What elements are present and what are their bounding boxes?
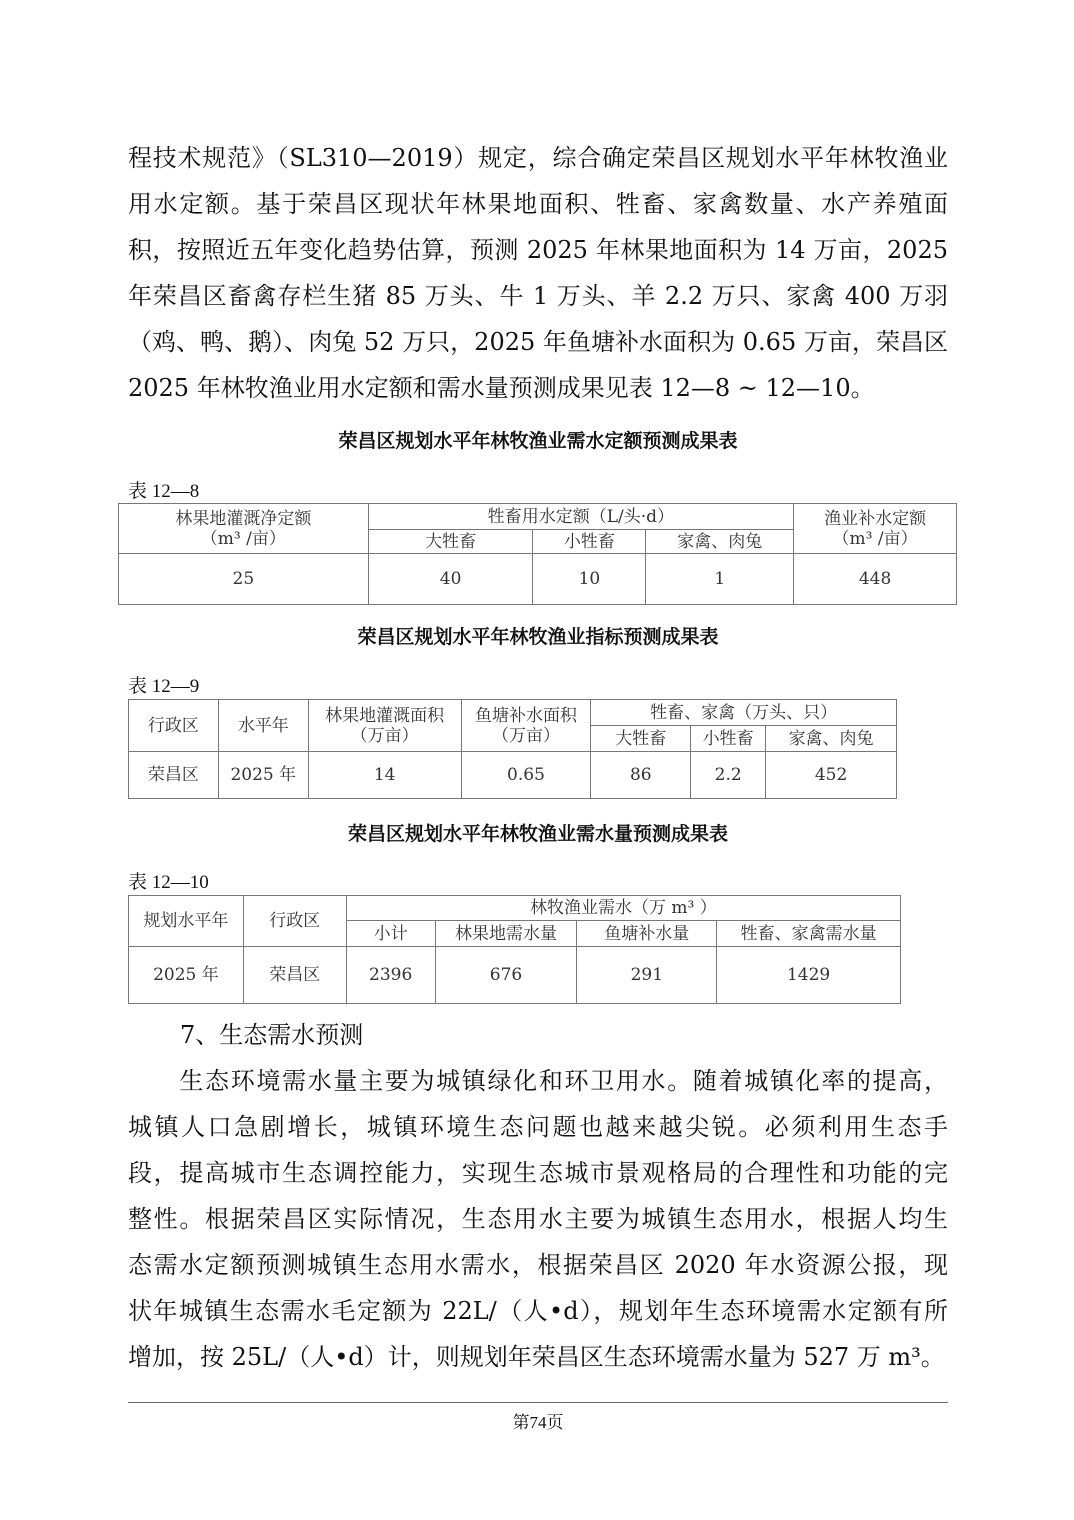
header-cell: 鱼塘补水面积 （万亩） [461, 700, 591, 752]
text-line: 积，按照近五年变化趋势估算，预测 2025 年林果地面积为 14 万亩，2025 [128, 236, 948, 264]
header-cell: 渔业补水定额 （m³ /亩） [794, 504, 957, 554]
header-cell: 林果地灌溉面积 （万亩） [308, 700, 461, 752]
header-cell: 林牧渔业需水（万 m³ ） [346, 896, 900, 921]
header-cell: 林果地需水量 [435, 921, 577, 947]
header-cell: 牲畜、家禽（万头、只） [591, 700, 897, 726]
data-cell: 荣昌区 [243, 947, 346, 1004]
text-line: 整性。根据荣昌区实际情况，生态用水主要为城镇生态用水，根据人均生 [128, 1205, 948, 1233]
text-line: 生态环境需水量主要为城镇绿化和环卫用水。随着城镇化率的提高， [128, 1067, 948, 1095]
data-cell: 1429 [717, 947, 901, 1004]
data-cell: 40 [368, 554, 533, 605]
footer-divider [128, 1402, 948, 1403]
header-cell: 水平年 [218, 700, 308, 752]
section-heading: 7、生态需水预测 [180, 1021, 364, 1049]
table-caption: 荣昌区规划水平年林牧渔业需水定额预测成果表 [338, 430, 738, 452]
header-cell: 小牲畜 [691, 726, 766, 752]
header-cell: 小牲畜 [533, 530, 646, 554]
data-cell: 452 [766, 752, 897, 799]
header-cell: 小计 [346, 921, 435, 947]
table-demand [128, 895, 901, 1004]
data-cell: 291 [577, 947, 717, 1004]
table-number: 表 12—10 [128, 872, 209, 893]
data-cell: 676 [435, 947, 577, 1004]
header-cell: 牲畜、家禽需水量 [717, 921, 901, 947]
data-cell: 2.2 [691, 752, 766, 799]
data-cell: 2025 年 [218, 752, 308, 799]
data-cell: 2396 [346, 947, 435, 1004]
header-cell: 大牲畜 [591, 726, 691, 752]
header-cell: 鱼塘补水量 [577, 921, 717, 947]
table-caption: 荣昌区规划水平年林牧渔业需水量预测成果表 [347, 823, 728, 845]
text-line: 态需水定额预测城镇生态用水需水，根据荣昌区 2020 年水资源公报，现 [128, 1251, 948, 1279]
header-cell: 规划水平年 [129, 896, 244, 947]
data-cell: 86 [591, 752, 691, 799]
header-cell: 牲畜用水定额（L/头·d） [368, 504, 793, 530]
paragraph-ecology [128, 1058, 948, 1380]
page-number: 第74页 [512, 1413, 564, 1432]
text-line: 程技术规范》（SL310—2019）规定，综合确定荣昌区规划水平年林牧渔业 [128, 144, 948, 172]
table-quota [118, 503, 957, 605]
text-line: 状年城镇生态需水毛定额为 22L/（人•d），规划年生态环境需水定额有所 [128, 1297, 948, 1325]
header-cell: 林果地灌溉净定额 （m³ /亩） [119, 504, 369, 554]
text-line: 增加，按 25L/（人•d）计，则规划年荣昌区生态环境需水量为 527 万 m³。 [128, 1343, 945, 1371]
header-cell: 家禽、肉兔 [766, 726, 897, 752]
data-cell: 0.65 [461, 752, 591, 799]
header-cell: 家禽、肉兔 [646, 530, 794, 554]
data-cell: 荣昌区 [129, 752, 219, 799]
data-cell: 2025 年 [129, 947, 244, 1004]
data-cell: 10 [533, 554, 646, 605]
header-cell: 大牲畜 [368, 530, 533, 554]
table-indicators [128, 699, 897, 799]
table-caption: 荣昌区规划水平年林牧渔业指标预测成果表 [357, 626, 719, 648]
text-line: 用水定额。基于荣昌区现状年林果地面积、牲畜、家禽数量、水产养殖面 [128, 190, 948, 218]
table-number: 表 12—8 [128, 481, 200, 502]
header-cell: 行政区 [243, 896, 346, 947]
text-line: （鸡、鸭、鹅）、肉兔 52 万只，2025 年鱼塘补水面积为 0.65 万亩，荣昌区 [128, 328, 948, 356]
table-number: 表 12—9 [128, 676, 200, 697]
text-line: 年荣昌区畜禽存栏生猪 85 万头、牛 1 万头、羊 2.2 万只、家禽 400 万羽 [128, 282, 948, 310]
data-cell: 25 [119, 554, 369, 605]
data-cell: 14 [308, 752, 461, 799]
text-line: 城镇人口急剧增长，城镇环境生态问题也越来越尖锐。必须利用生态手 [128, 1113, 948, 1141]
paragraph-intro [128, 135, 948, 411]
header-cell: 行政区 [129, 700, 219, 752]
text-line: 段，提高城市生态调控能力，实现生态城市景观格局的合理性和功能的完 [128, 1159, 948, 1187]
data-cell: 448 [794, 554, 957, 605]
text-line: 2025 年林牧渔业用水定额和需水量预测成果见表 12—8 ~ 12—10。 [128, 374, 875, 402]
data-cell: 1 [646, 554, 794, 605]
